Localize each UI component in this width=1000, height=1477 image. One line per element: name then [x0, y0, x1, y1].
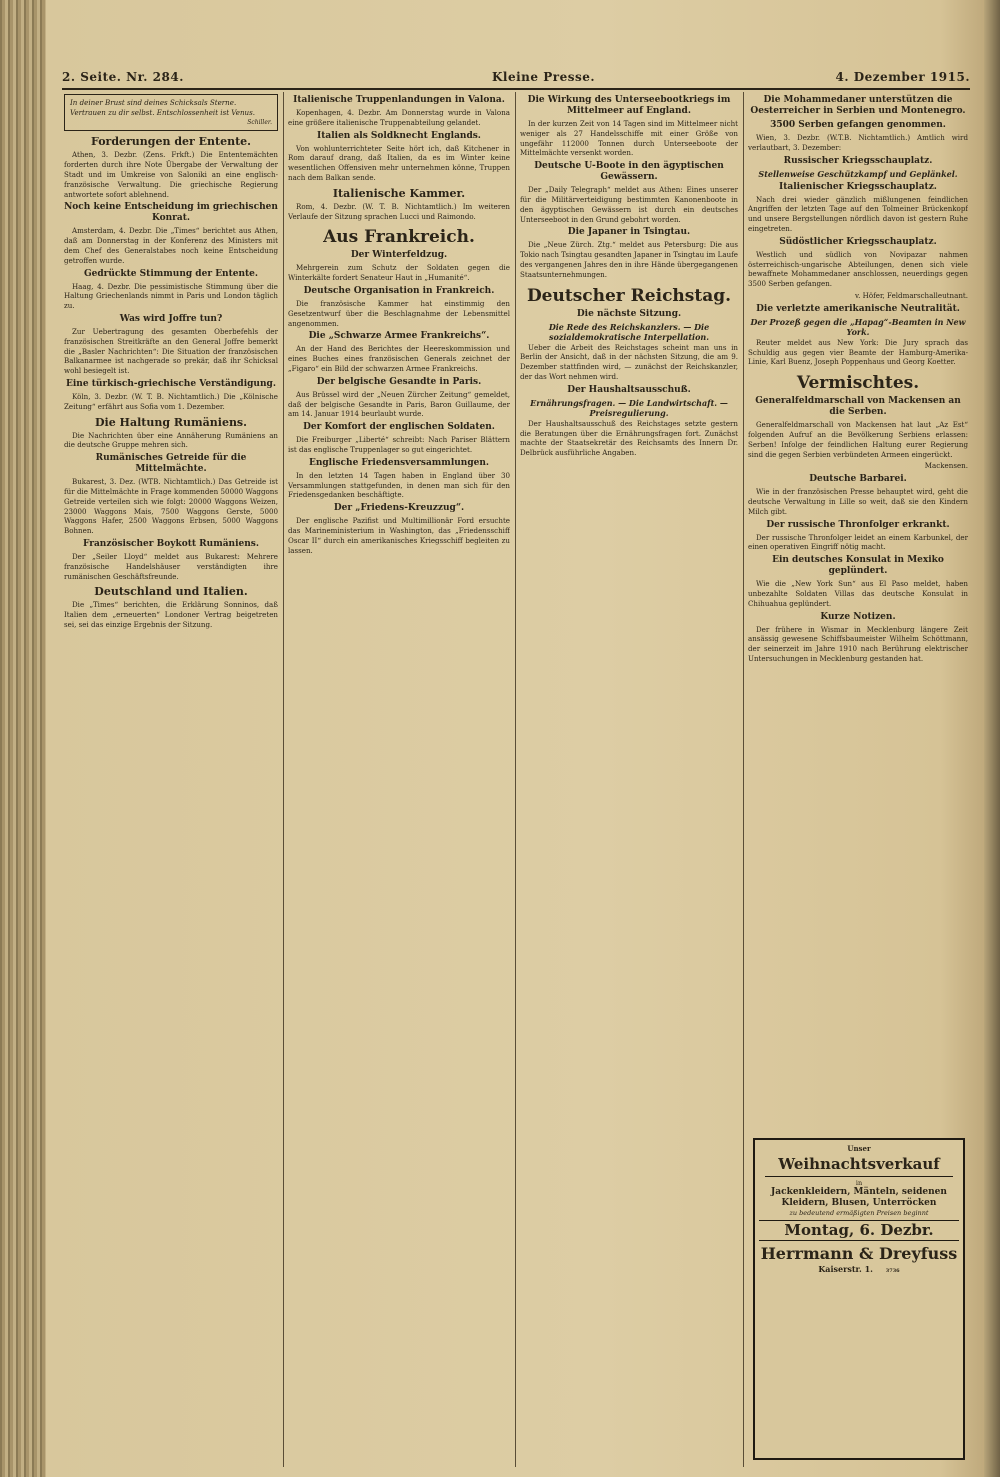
page-header	[62, 70, 970, 88]
headline: Der belgische Gesandte in Paris.	[316, 376, 482, 387]
headline: Forderungen der Entente.	[90, 135, 252, 149]
headline: Italienischer Kriegsschauplatz.	[779, 181, 937, 192]
subheadline: Stellenweise Geschützkampf und Geplänkel.	[758, 168, 958, 179]
headline: Deutschland und Italien.	[94, 585, 248, 599]
headline: Ein deutsches Konsulat in Mexiko geplündert.	[772, 555, 944, 577]
ad-line: zu bedeutend ermäßigten Preisen beginnt	[789, 1209, 929, 1217]
column-3	[520, 92, 738, 1467]
article-text: Athen, 3. Dezbr. (Zens. Frkft.) Die Ententemächten forderten durch ihre Note Übergabe der Verwaltung der Stadt und im Umkreise von Saloniki an eine englisch-französische Verwaltung. Die griechische Regierung antwortete sofort ablehnend.	[64, 150, 278, 199]
ad-address	[759, 1264, 959, 1274]
header-rule	[62, 88, 970, 90]
headline: Was wird Joffre tun?	[119, 313, 223, 324]
headline: Die Wirkung des Unterseebootkriegs im Mittelmeer auf England.	[527, 95, 731, 116]
article-text: Von wohlunterrichteter Seite hört ich, daß Kitchener in Rom darauf drang, daß Italien, da es im Winter keine wesentlichen Offensiven mehr unternehmen könne, Truppen nach dem Balkan sende.	[288, 143, 510, 182]
headline: Die Mohammedaner unterstützen die Oesterreicher in Serbien und Montenegro.	[750, 95, 966, 116]
article-text: Der russische Thronfolger leidet an einem Karbunkel, der einen operativen Eingriff nötig macht.	[748, 532, 968, 552]
headline: Gedrückte Stimmung der Entente.	[83, 268, 259, 279]
article-text: Der englische Pazifist und Multimillionär Ford ersuchte das Marineministerium in Washington, das „Friedensschiff Oscar II“ durch ein amerikanisches Kriegsschiff begleiten zu lassen.	[288, 516, 510, 555]
quote-box	[64, 94, 278, 131]
column-separator	[283, 92, 284, 1467]
article-text: Aus Brüssel wird der „Neuen Zürcher Zeitung“ gemeldet, daß der belgische Gesandte in Paris, Baron Guillaume, der am 14. Januar 1914 beurlaubt wurde.	[288, 389, 510, 419]
article-text: Amsterdam, 4. Dezbr. Die „Times“ berichtet aus Athen, daß am Donnerstag in der Konferenz des Ministers mit dem Chef des Generalstabes noch keine Entscheidung getroffen wurde.	[64, 226, 278, 265]
headline: Deutsche U-Boote in den ägyptischen Gewässern.	[534, 161, 724, 183]
headline: Deutsche Organisation in Frankreich.	[303, 285, 495, 296]
article-text: Nach drei wieder gänzlich mißlungenen feindlichen Angriffen der letzten Tage auf den Tolmeiner Brückenkopf und unsere Bergstellungen nördlich davon ist gestern Ruhe eingetreten.	[748, 194, 968, 233]
header-date: 4. Dezember 1915.	[835, 70, 970, 84]
article-text: Köln, 3. Dezbr. (W. T. B. Nichtamtlich.) Die „Kölnische Zeitung“ erfährt aus Sofia vom 1. Dezember.	[64, 391, 278, 411]
column-4	[748, 92, 968, 1132]
headline: Der Komfort der englischen Soldaten.	[303, 422, 495, 433]
ad-products: Jackenkleidern, Mänteln, seidenen Kleidern, Blusen, Unterröcken	[771, 1187, 947, 1208]
headline: Rumänisches Getreide für die Mittelmächte.	[95, 453, 247, 475]
subheadline: Ernährungsfragen. — Die Landwirtschaft. — Preisregulierung.	[530, 397, 728, 418]
headline: Die Haltung Rumäniens.	[95, 415, 247, 429]
section-headline: Deutscher Reichstag.	[526, 285, 732, 306]
article-text: Der „Daily Telegraph“ meldet aus Athen: Eines unserer für die Militärverteidigung bestimmten Kanonenboote in den ägyptischen Gewässern ist durch ein deutsches Unterseeboot in den Grund gebohrt worden.	[520, 185, 738, 224]
header-page-number: 2. Seite. Nr. 284.	[62, 70, 184, 84]
signature: Mackensen.	[924, 461, 968, 471]
section-headline: Aus Frankreich.	[323, 227, 475, 248]
headline: Der russische Thronfolger erkrankt.	[766, 519, 950, 530]
ad-company: Herrmann & Dreyfuss	[760, 1244, 958, 1263]
article-text: Haag, 4. Dezbr. Die pessimistische Stimmung über die Haltung Griechenlands nimmt in Paris und London täglich zu.	[64, 281, 278, 311]
article-text: Kopenhagen, 4. Dezbr. Am Donnerstag wurde in Valona eine größere italienische Truppenabteilung gelandet.	[288, 108, 510, 127]
article-text: Die „Times“ berichten, die Erklärung Sonninos, daß Italien dem „erneuerten“ Londoner Vertrag beigetreten sei, sei das einzige Ergebnis der Sitzung.	[64, 600, 278, 629]
article-text: Der frühere in Wismar in Mecklenburg längere Zeit ansässig gewesene Schiffsbaumeister Wilhelm Schöttmann, der seinerzeit im Jahre 1910 nach Berührung elektrischer Untersuchungen in Mecklenburg gestanden hat.	[748, 624, 968, 663]
article-text: In der kurzen Zeit von 14 Tagen sind im Mittelmeer nicht weniger als 27 Handelsschiffe mit einer Größe von ungefähr 112000 Tonnen durch Unterseeboote der Mittelmächte versenkt worden.	[520, 119, 738, 158]
headline: Die Japaner in Tsingtau.	[567, 227, 691, 238]
headline: Kurze Notizen.	[820, 611, 896, 622]
article-text: Der „Seiler Lloyd“ meldet aus Bukarest: Mehrere französische Handelshäuser verständigten ihre rumänischen Geschäftsfreunde.	[64, 551, 278, 581]
article-text: Zur Uebertragung des gesamten Oberbefehls der französischen Streitkräfte an den General Joffre bemerkt die „Basler Nachrichten“: Die Situation der französischen Balkanarmee ist nachgerade so prekär, daß ihr Schicksal wohl besiegelt ist.	[64, 326, 278, 376]
advertisement-box	[753, 1138, 965, 1460]
subheadline: Der Prozeß gegen die „Hapag“-Beamten in New York.	[750, 316, 966, 337]
article-text: Die Freiburger „Liberté“ schreibt: Nach Pariser Blättern ist das englische Truppenlager so gut eingerichtet.	[288, 435, 510, 454]
ad-line: in	[855, 1179, 863, 1187]
headline: Deutsche Barbarei.	[809, 474, 907, 485]
subheadline: Die Rede des Reichskanzlers. — Die sozialdemokratische Interpellation.	[548, 321, 710, 342]
headline: Noch keine Entscheidung im griechischen Konrat.	[64, 202, 278, 224]
headline: Französischer Boykott Rumäniens.	[83, 538, 259, 549]
article-text: Reuter meldet aus New York: Die Jury sprach das Schuldig aus gegen vier Beamte der Hamburg-Amerika-Linie, Karl Buenz, Joseph Poppenhaus und Georg Koetter.	[748, 337, 968, 367]
article-text: Generalfeldmarschall von Mackensen hat laut „Az Est“ folgenden Aufruf an die Bevölkerung Serbiens erlassen: Serben! Infolge der feindlichen Haltung eurer Regierung sind die gegen Serbien verbündeten Armeen eingerückt.	[748, 420, 968, 459]
signature: v. Höfer, Feldmarschalleutnant.	[854, 290, 968, 300]
headline: Südöstlicher Kriegsschauplatz.	[779, 236, 937, 247]
article-text: Der Haushaltsausschuß des Reichstages setzte gestern die Beratungen über die Ernährungsfragen fort. Zunächst machte der Staatsekretär des Reichsamts des Innern Dr. Delbrück ausführliche Angaben.	[520, 418, 738, 458]
article-text: An der Hand des Berichtes der Heereskommission und eines Buches eines französischen Generals zeichnet der „Figaro“ ein Bild der schwarzen Armee Frankreichs.	[288, 344, 510, 373]
article-text: Ueber die Arbeit des Reichstages scheint man uns in Berlin der Ansicht, daß in der nächsten Sitzung, die am 9. Dezember stattfinden wird, — zunächst der Reichskanzler, der das Wort nehmen wird.	[520, 342, 738, 381]
article-text: Die französische Kammer hat einstimmig den Gesetzentwurf über die Beschlagnahme der Lebensmittel angenommen.	[288, 298, 510, 328]
article-text: Mehrgerein zum Schutz der Soldaten gegen die Winterkälte fordert Senateur Haut in „Humanité“.	[288, 263, 510, 283]
article-text: Wie die „New York Sun“ aus El Paso meldet, haben unbezahlte Soldaten Villas das deutsche Konsulat in Chihuahua geplündert.	[748, 579, 968, 608]
section-headline: Vermischtes.	[796, 373, 920, 394]
headline: Die verletzte amerikanische Neutralität.	[756, 303, 960, 314]
headline: Italienische Truppenlandungen in Valona.	[293, 95, 505, 105]
headline: Der Winterfeldzug.	[350, 250, 448, 261]
column-separator	[515, 92, 516, 1467]
book-binding	[0, 0, 46, 1477]
page-edge-shadow	[984, 0, 1000, 1477]
column-1	[64, 92, 278, 1467]
article-text: Die Nachrichten über eine Annäherung Rumäniens an die deutsche Gruppe mehren sich.	[64, 430, 278, 450]
article-text: Bukarest, 3. Dez. (WTB. Nichtamtlich.) Das Getreide ist für die Mittelmächte in Frage kommenden 50000 Waggons Getreide verteilen sich wie folgt: 20000 Waggons Weizen, 23000 Waggons Mais, 7500 Waggons Gerste, 5000 Waggons Hafer, 2500 Waggons Erbsen, 5000 Waggons Bohnen.	[64, 477, 278, 536]
article-text: Westlich und südlich von Novipazar nahmen österreichisch-ungarische Abteilungen, denen sich viele bewaffnete Mohammedaner anschlossen, neuerdings gegen 3500 Serben gefangen.	[748, 249, 968, 289]
headline: Eine türkisch-griechische Verständigung.	[66, 378, 276, 389]
headline: Der Haushaltsausschuß.	[567, 384, 691, 395]
ad-code: 3736	[885, 1268, 900, 1274]
article-text: Wien, 3. Dezbr. (W.T.B. Nichtamtlich.) Amtlich wird verlautbart, 3. Dezember:	[748, 133, 968, 152]
quote-signature: Schiller.	[247, 118, 272, 126]
headline: Italienische Kammer.	[332, 186, 466, 200]
ad-line: Unser	[847, 1144, 871, 1153]
article-text: Wie in der französischen Presse behauptet wird, geht die deutsche Verwaltung in Lille so weit, daß sie den Kindern Milch gibt.	[748, 487, 968, 516]
ad-date: Montag, 6. Dezbr.	[759, 1220, 959, 1241]
headline: Italien als Soldknecht Englands.	[317, 130, 481, 141]
headline: Generalfeldmarschall von Mackensen an die Serben.	[755, 396, 961, 418]
quote-text: In deiner Brust sind deines Schicksals Sterne. Vertrauen zu dir selbst. Entschlossenheit ist Venus.	[70, 98, 256, 117]
article-text: In den letzten 14 Tagen haben in England über 30 Versammlungen stattgefunden, in denen man sich für den Friedensgedanken beschäftigte.	[288, 470, 510, 500]
article-text: Rom, 4. Dezbr. (W. T. B. Nichtamtlich.) Im weiteren Verlaufe der Sitzung sprachen Lucci und Raimondo.	[288, 201, 510, 221]
headline: Englische Friedensversammlungen.	[308, 457, 490, 468]
headline: Russischer Kriegsschauplatz.	[783, 155, 933, 166]
headline: Die „Schwarze Armee Frankreichs“.	[308, 331, 490, 342]
article-text: Die „Neue Zürch. Ztg.“ meldet aus Petersburg: Die aus Tokio nach Tsingtau gesandten Japaner in Tsingtau im Laufe des vergangenen Jahres den in ihre Hände übergegangenen Staatsunternehmungen.	[520, 240, 738, 279]
column-2	[288, 92, 510, 1467]
headline: Die nächste Sitzung.	[576, 308, 682, 319]
column-separator	[743, 92, 744, 1467]
ad-street: Kaiserstr. 1.	[818, 1264, 873, 1274]
ad-title: Weihnachtsverkauf	[765, 1155, 953, 1177]
headline: Der „Friedens-Kreuzzug“.	[333, 503, 465, 514]
subheadline: 3500 Serben gefangen genommen.	[770, 120, 946, 130]
header-masthead: Kleine Presse.	[492, 70, 596, 84]
